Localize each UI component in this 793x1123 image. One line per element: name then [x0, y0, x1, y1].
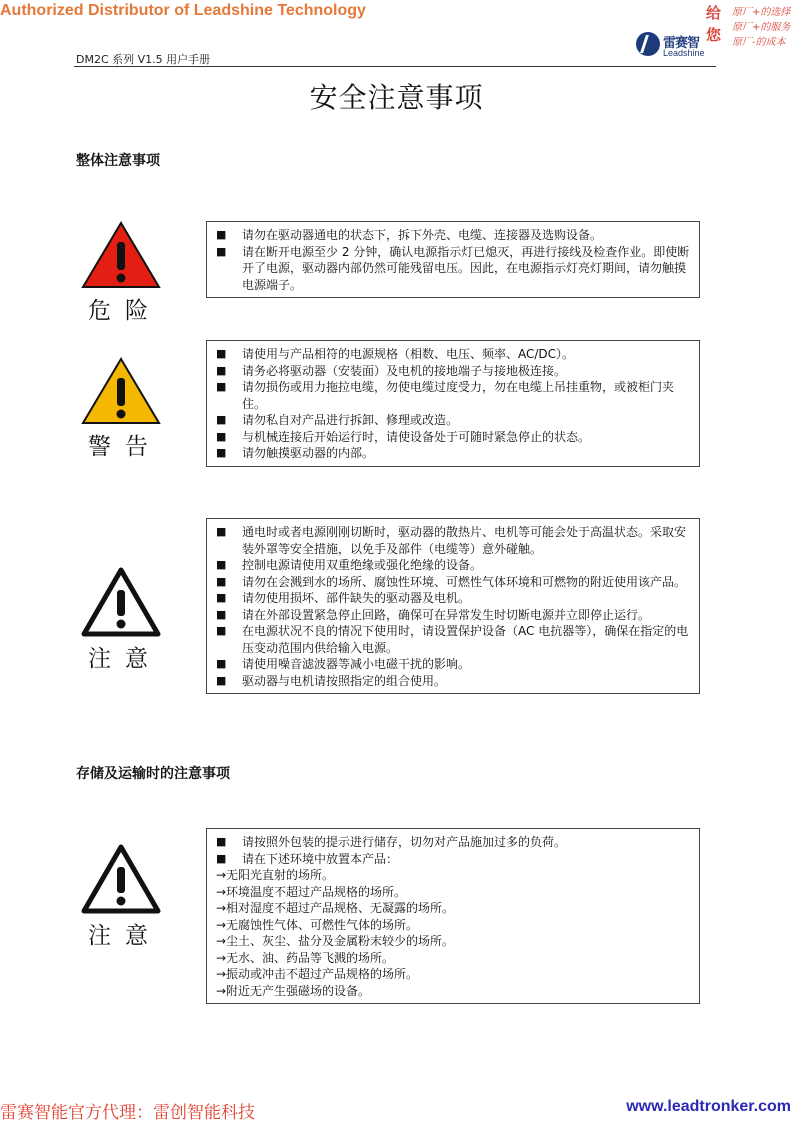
danger-triangle-icon: [80, 220, 162, 290]
slogan-char-2: 您: [706, 26, 722, 44]
warning-label: 警告: [88, 434, 162, 460]
warning-box: [206, 340, 700, 467]
storage-condition: →无水、油、药品等飞溅的场所。: [216, 950, 395, 965]
danger-sign: [80, 220, 162, 325]
leadshine-logo: [636, 30, 716, 62]
logo-cn-text: 雷赛智: [663, 36, 700, 51]
warning-triangle-icon: [80, 356, 162, 426]
manual-title: DM2C 系列 V1.5 用户手册: [76, 53, 211, 66]
danger-box: [206, 221, 700, 298]
storage-item: ■ 请在下述环境中放置本产品：: [216, 851, 399, 866]
storage-item: ■ 请按照外包装的提示进行储存，切勿对产品施加过多的负荷。: [216, 835, 567, 849]
danger-item: ■ 请在断开电源至少 2 分钟，确认电源指示灯已熄灭，再进行接线及检查作业。即使断开了电源，驱动器内部仍然可能残留电压。因此，在电源指示灯亮灯期间，请勿触摸电源端子。: [216, 244, 690, 292]
warning-item: ■ 请务必将驱动器（安装面）及电机的接地端子与接地极连接。: [216, 363, 567, 378]
warning-item: ■ 请勿私自对产品进行拆卸、修理或改造。: [216, 413, 459, 427]
warning-item: ■ 请勿触摸驱动器的内部。: [216, 446, 375, 460]
logo-en-text: Leadshine: [663, 48, 705, 58]
section-heading-storage: 存储及运输时的注意事项: [76, 766, 230, 782]
storage-box: [206, 828, 700, 1004]
caution-item: ■ 请勿使用损坏、部件缺失的驱动器及电机。: [216, 591, 471, 605]
footer-website-link[interactable]: www.leadtronker.com: [626, 1098, 791, 1115]
storage-condition: →相对湿度不超过产品规格、无凝露的场所。: [216, 901, 455, 915]
warning-sign: [80, 356, 162, 461]
leadshine-logo-icon: [636, 32, 660, 56]
warning-item: ■ 请勿损伤或用力拖拉电缆，勿使电缆过度受力，勿在电缆上吊挂重物，或被柜门夹住。: [216, 380, 675, 411]
storage-condition: →无腐蚀性气体、可燃性气体的场所。: [216, 917, 419, 932]
caution-label: 注意: [88, 646, 162, 672]
caution-item: ■ 请勿在会溅到水的场所、腐蚀性环境、可燃性气体环境和可燃物的附近使用该产品。: [216, 574, 687, 589]
danger-label: 危险: [88, 298, 162, 324]
slogan-line-3: 原厂-的成本: [732, 37, 786, 48]
footer-agent: 雷赛智能官方代理：雷创智能科技: [0, 1103, 255, 1123]
caution-label: 注意: [88, 923, 162, 949]
caution-item: ■ 控制电源请使用双重绝缘或强化绝缘的设备。: [216, 558, 483, 572]
caution-item: ■ 驱动器与电机请按照指定的组合使用。: [216, 673, 447, 688]
storage-condition: →振动或冲击不超过产品规格的场所。: [216, 967, 419, 981]
caution-item: ■ 通电时或者电源刚刚切断时，驱动器的散热片、电机等可能会处于高温状态。采取安装外罩等安全措施，以免手及部件（电缆等）意外碰触。: [216, 525, 687, 556]
header-divider: [74, 66, 716, 67]
storage-condition: →尘土、灰尘、盐分及金属粉末较少的场所。: [216, 934, 455, 948]
caution-triangle-icon: [80, 566, 162, 638]
caution-box: [206, 518, 700, 694]
caution-item: ■ 在电源状况不良的情况下使用时，请设置保护设备（AC 电抗器等），确保在指定的电压变动范围内供给输入电源。: [216, 624, 689, 655]
page-title: 安全注意事项: [309, 81, 484, 114]
warning-item: ■ 与机械连接后开始运行时，请使设备处于可随时紧急停止的状态。: [216, 429, 591, 444]
danger-item: ■ 请勿在驱动器通电的状态下，拆下外壳、电缆、连接器及选购设备。: [216, 228, 603, 242]
warning-item: ■ 请使用与产品相符的电源规格（相数、电压、频率、AC/DC）。: [216, 347, 575, 361]
caution-item: ■ 请使用噪音滤波器等减小电磁干扰的影响。: [216, 657, 471, 671]
storage-condition: →无阳光直射的场所。: [216, 868, 335, 882]
caution-sign: [80, 566, 162, 673]
caution-sign: [80, 843, 162, 950]
caution-item: ■ 请在外部设置紧急停止回路，确保可在异常发生时切断电源并立即停止运行。: [216, 607, 651, 622]
section-heading-overall: 整体注意事项: [76, 153, 160, 169]
slogan-line-2: 原厂+的服务: [732, 22, 791, 33]
caution-triangle-icon: [80, 843, 162, 915]
slogan-line-1: 原厂+的选择: [732, 7, 791, 18]
storage-condition: →附近无产生强磁场的设备。: [216, 983, 371, 998]
distributor-banner: Authorized Distributor of Leadshine Technology: [0, 2, 366, 19]
slogan-char-1: 给: [706, 4, 722, 22]
storage-condition: →环境温度不超过产品规格的场所。: [216, 884, 407, 899]
